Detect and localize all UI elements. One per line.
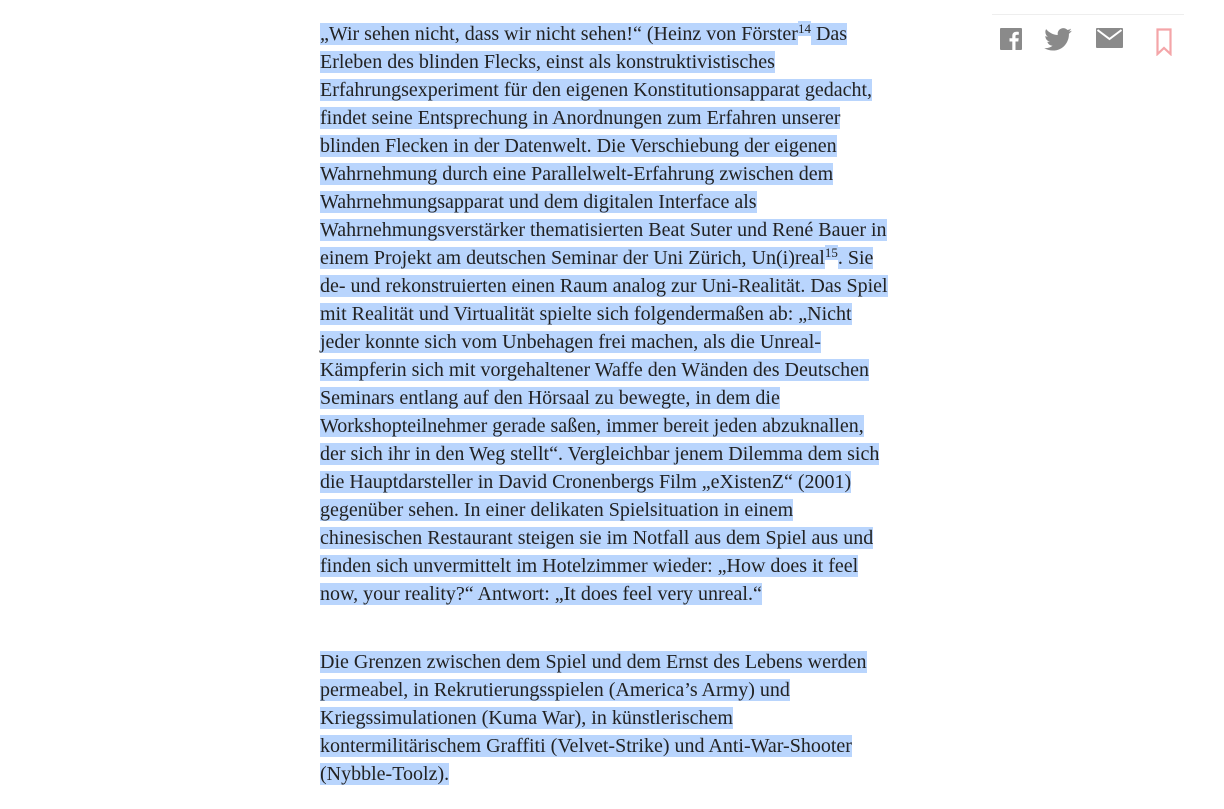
article-body [320,20,920,788]
paragraph-text: „Wir sehen nicht, dass wir nicht sehen!“ (Heinz von Förster [320,23,798,45]
paragraph-text: . Sie de- und rekonstruierten einen Raum analog zur Uni-Realität. Das Spiel mit Realität und Virtualität spielte sich folgendermaßen ab: „Nicht jeder konnte sich vom Unbehagen frei machen, als die Unreal- Kämpferin sich mit vorgehaltener Waffe den Wänden des Deutschen Seminars entlang auf den Hörsaal zu bewegte, in dem die Workshopteilnehmer gerade saßen, immer bereit jeden abzuknallen, der sich ihr in den Weg stellt“. Vergleichbar jenem Dilemma dem sich die Hauptdarsteller in David Cronenbergs Film „eXistenZ“ (2001) gegenüber sehen. In einer delikaten Spielsituation in einem chinesischen Restaurant steigen sie im Notfall aus dem Spiel aus und finden sich unvermittelt im Hotelzimmer wieder: „How does it feel now, your reality?“ Antwort: „It does feel very unreal.“ [320,247,888,605]
article-paragraph [320,648,920,788]
mail-icon[interactable] [1096,28,1123,48]
footnote-link[interactable]: 15 [824,245,838,260]
twitter-icon[interactable] [1044,28,1072,51]
bookmark-icon[interactable] [1156,28,1172,56]
paragraph-text: Die Grenzen zwischen dem Spiel und dem Ernst des Lebens werden permeabel, in Rekrutierungsspielen (America’s Army) und Kriegssimulationen (Kuma War), in künstlerischem kontermilitärischem Graffiti (Velvet-Strike) und Anti-War-Shooter (Nybble-Toolz). [320,651,867,785]
footnote-link[interactable]: 14 [797,21,811,36]
article-paragraph [320,20,920,608]
facebook-icon[interactable] [1000,28,1022,50]
share-bar [992,14,1184,71]
paragraph-text: Das Erleben des blinden Flecks, einst als konstruktivistisches Erfahrungsexperiment für den eigenen Konstitutionsapparat gedacht, findet seine Entsprechung in Anordnungen zum Erfahren unserer blinden Flecken in der Datenwelt. Die Verschiebung der eigenen Wahrnehmung durch eine Parallelwelt-Erfahrung zwischen dem Wahrnehmungsapparat und dem digitalen Interface als Wahrnehmungsverstärker thematisierten Beat Suter und René Bauer in einem Projekt am deutschen Seminar der Uni Zürich, Un(i)real [320,23,887,269]
